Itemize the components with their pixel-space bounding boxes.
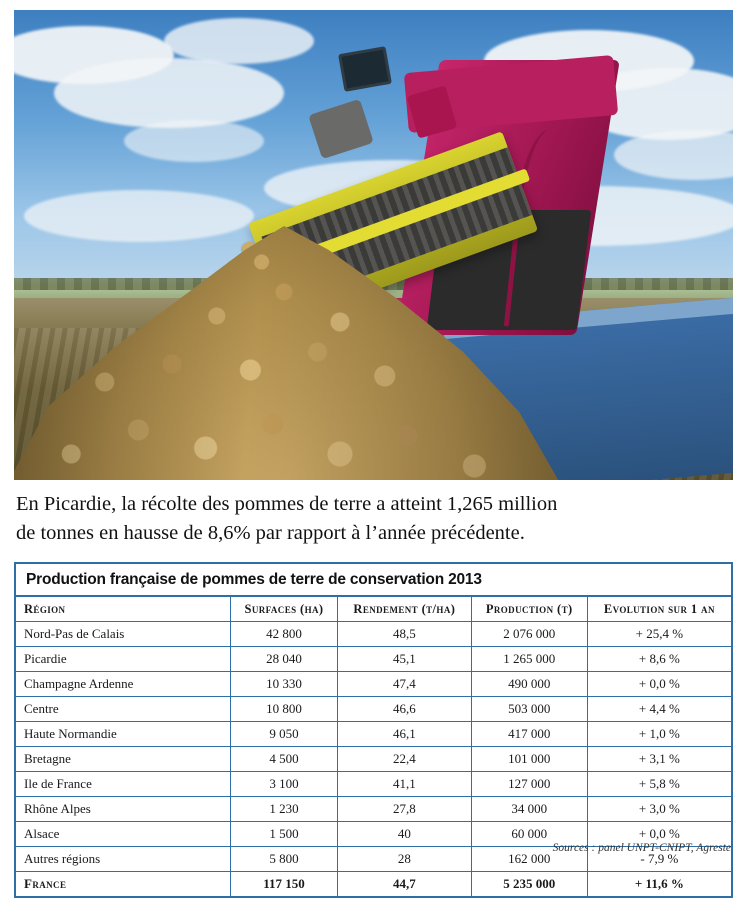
table-body (16, 622, 731, 897)
cell-evolution: + 4,4 % (587, 697, 731, 722)
cell-surfaces: 28 040 (231, 647, 338, 672)
cell-surfaces: 3 100 (231, 772, 338, 797)
cell-evolution: + 0,0 % (587, 672, 731, 697)
cell-rendement-total: 44,7 (338, 872, 472, 897)
cell-evolution-total: + 11,6 % (634, 876, 684, 891)
sources-note: Sources : panel UNPT-CNIPT, Agreste (552, 842, 731, 854)
cell-region: Haute Normandie (16, 722, 231, 747)
cell-rendement: 41,1 (338, 772, 472, 797)
cell-region: Champagne Ardenne (16, 672, 231, 697)
cell-surfaces: 42 800 (231, 622, 338, 647)
table-row (16, 772, 731, 797)
cloud (24, 190, 254, 242)
table-row (16, 747, 731, 772)
cell-production: 127 000 (471, 772, 587, 797)
cell-region-total: France (16, 872, 231, 897)
cell-rendement: 22,4 (338, 747, 472, 772)
cell-evolution: + 5,8 % (587, 772, 731, 797)
cloud (54, 58, 284, 128)
cell-surfaces: 1 230 (231, 797, 338, 822)
column-header-surfaces: Surfaces (ha) (231, 597, 338, 622)
caption-line-1: En Picardie, la récolte des pommes de terre a atteint 1,265 million (16, 493, 558, 515)
table-title: Production française de pommes de terre de conservation 2013 (16, 564, 731, 597)
cell-region: Centre (16, 697, 231, 722)
table-head (16, 597, 731, 622)
cell-surfaces: 10 330 (231, 672, 338, 697)
table-row (16, 647, 731, 672)
cell-production: 1 265 000 (471, 647, 587, 672)
cloud (164, 18, 314, 64)
column-header-rendement: Rendement (t/ha) (338, 597, 472, 622)
cell-production: 34 000 (471, 797, 587, 822)
cell-evolution: + 3,0 % (587, 797, 731, 822)
cloud (124, 120, 264, 162)
table-row (16, 722, 731, 747)
table-header-row (16, 597, 731, 622)
cell-rendement: 46,1 (338, 722, 472, 747)
cell-surfaces-total: 117 150 (231, 872, 338, 897)
cell-surfaces: 10 800 (231, 697, 338, 722)
cell-production-total: 5 235 000 (471, 872, 587, 897)
cell-production: 162 000 (471, 847, 587, 872)
cell-region: Rhône Alpes (16, 797, 231, 822)
cell-production: 490 000 (471, 672, 587, 697)
cell-evolution: - 7,9 % (587, 847, 731, 872)
table-row (16, 672, 731, 697)
cell-evolution: + 3,1 % (587, 747, 731, 772)
column-header-evolution: Evolution sur 1 an (587, 597, 731, 622)
cell-region: Autres régions (16, 847, 231, 872)
cell-surfaces: 9 050 (231, 722, 338, 747)
column-header-region: Région (16, 597, 231, 622)
cell-rendement: 46,6 (338, 697, 472, 722)
table-row (16, 697, 731, 722)
table-total-row (16, 872, 731, 897)
cell-region: Bretagne (16, 747, 231, 772)
cell-evolution: + 1,0 % (587, 722, 731, 747)
table-row (16, 622, 731, 647)
cell-rendement: 48,5 (338, 622, 472, 647)
table-row (16, 797, 731, 822)
cell-evolution: + 8,6 % (587, 647, 731, 672)
cell-surfaces: 5 800 (231, 847, 338, 872)
photo-caption (16, 490, 716, 548)
column-header-production: Production (t) (471, 597, 587, 622)
cell-production: 417 000 (471, 722, 587, 747)
cell-region: Ile de France (16, 772, 231, 797)
cell-rendement: 28 (338, 847, 472, 872)
cell-evolution: + 25,4 % (587, 622, 731, 647)
cell-region: Nord-Pas de Calais (16, 622, 231, 647)
cell-evolution: + 0,0 % (587, 822, 731, 847)
cell-region: Alsace (16, 822, 231, 847)
cell-rendement: 45,1 (338, 647, 472, 672)
cell-production: 101 000 (471, 747, 587, 772)
cell-surfaces: 1 500 (231, 822, 338, 847)
cell-production: 503 000 (471, 697, 587, 722)
cell-production: 60 000 (471, 822, 587, 847)
cell-surfaces: 4 500 (231, 747, 338, 772)
cell-production: 2 076 000 (471, 622, 587, 647)
potato-harvest-photo (14, 10, 733, 480)
cell-rendement: 40 (338, 822, 472, 847)
caption-line-2: de tonnes en hausse de 8,6% par rapport à l’année précédente. (16, 522, 525, 544)
cell-region: Picardie (16, 647, 231, 672)
cell-rendement: 27,8 (338, 797, 472, 822)
cell-rendement: 47,4 (338, 672, 472, 697)
